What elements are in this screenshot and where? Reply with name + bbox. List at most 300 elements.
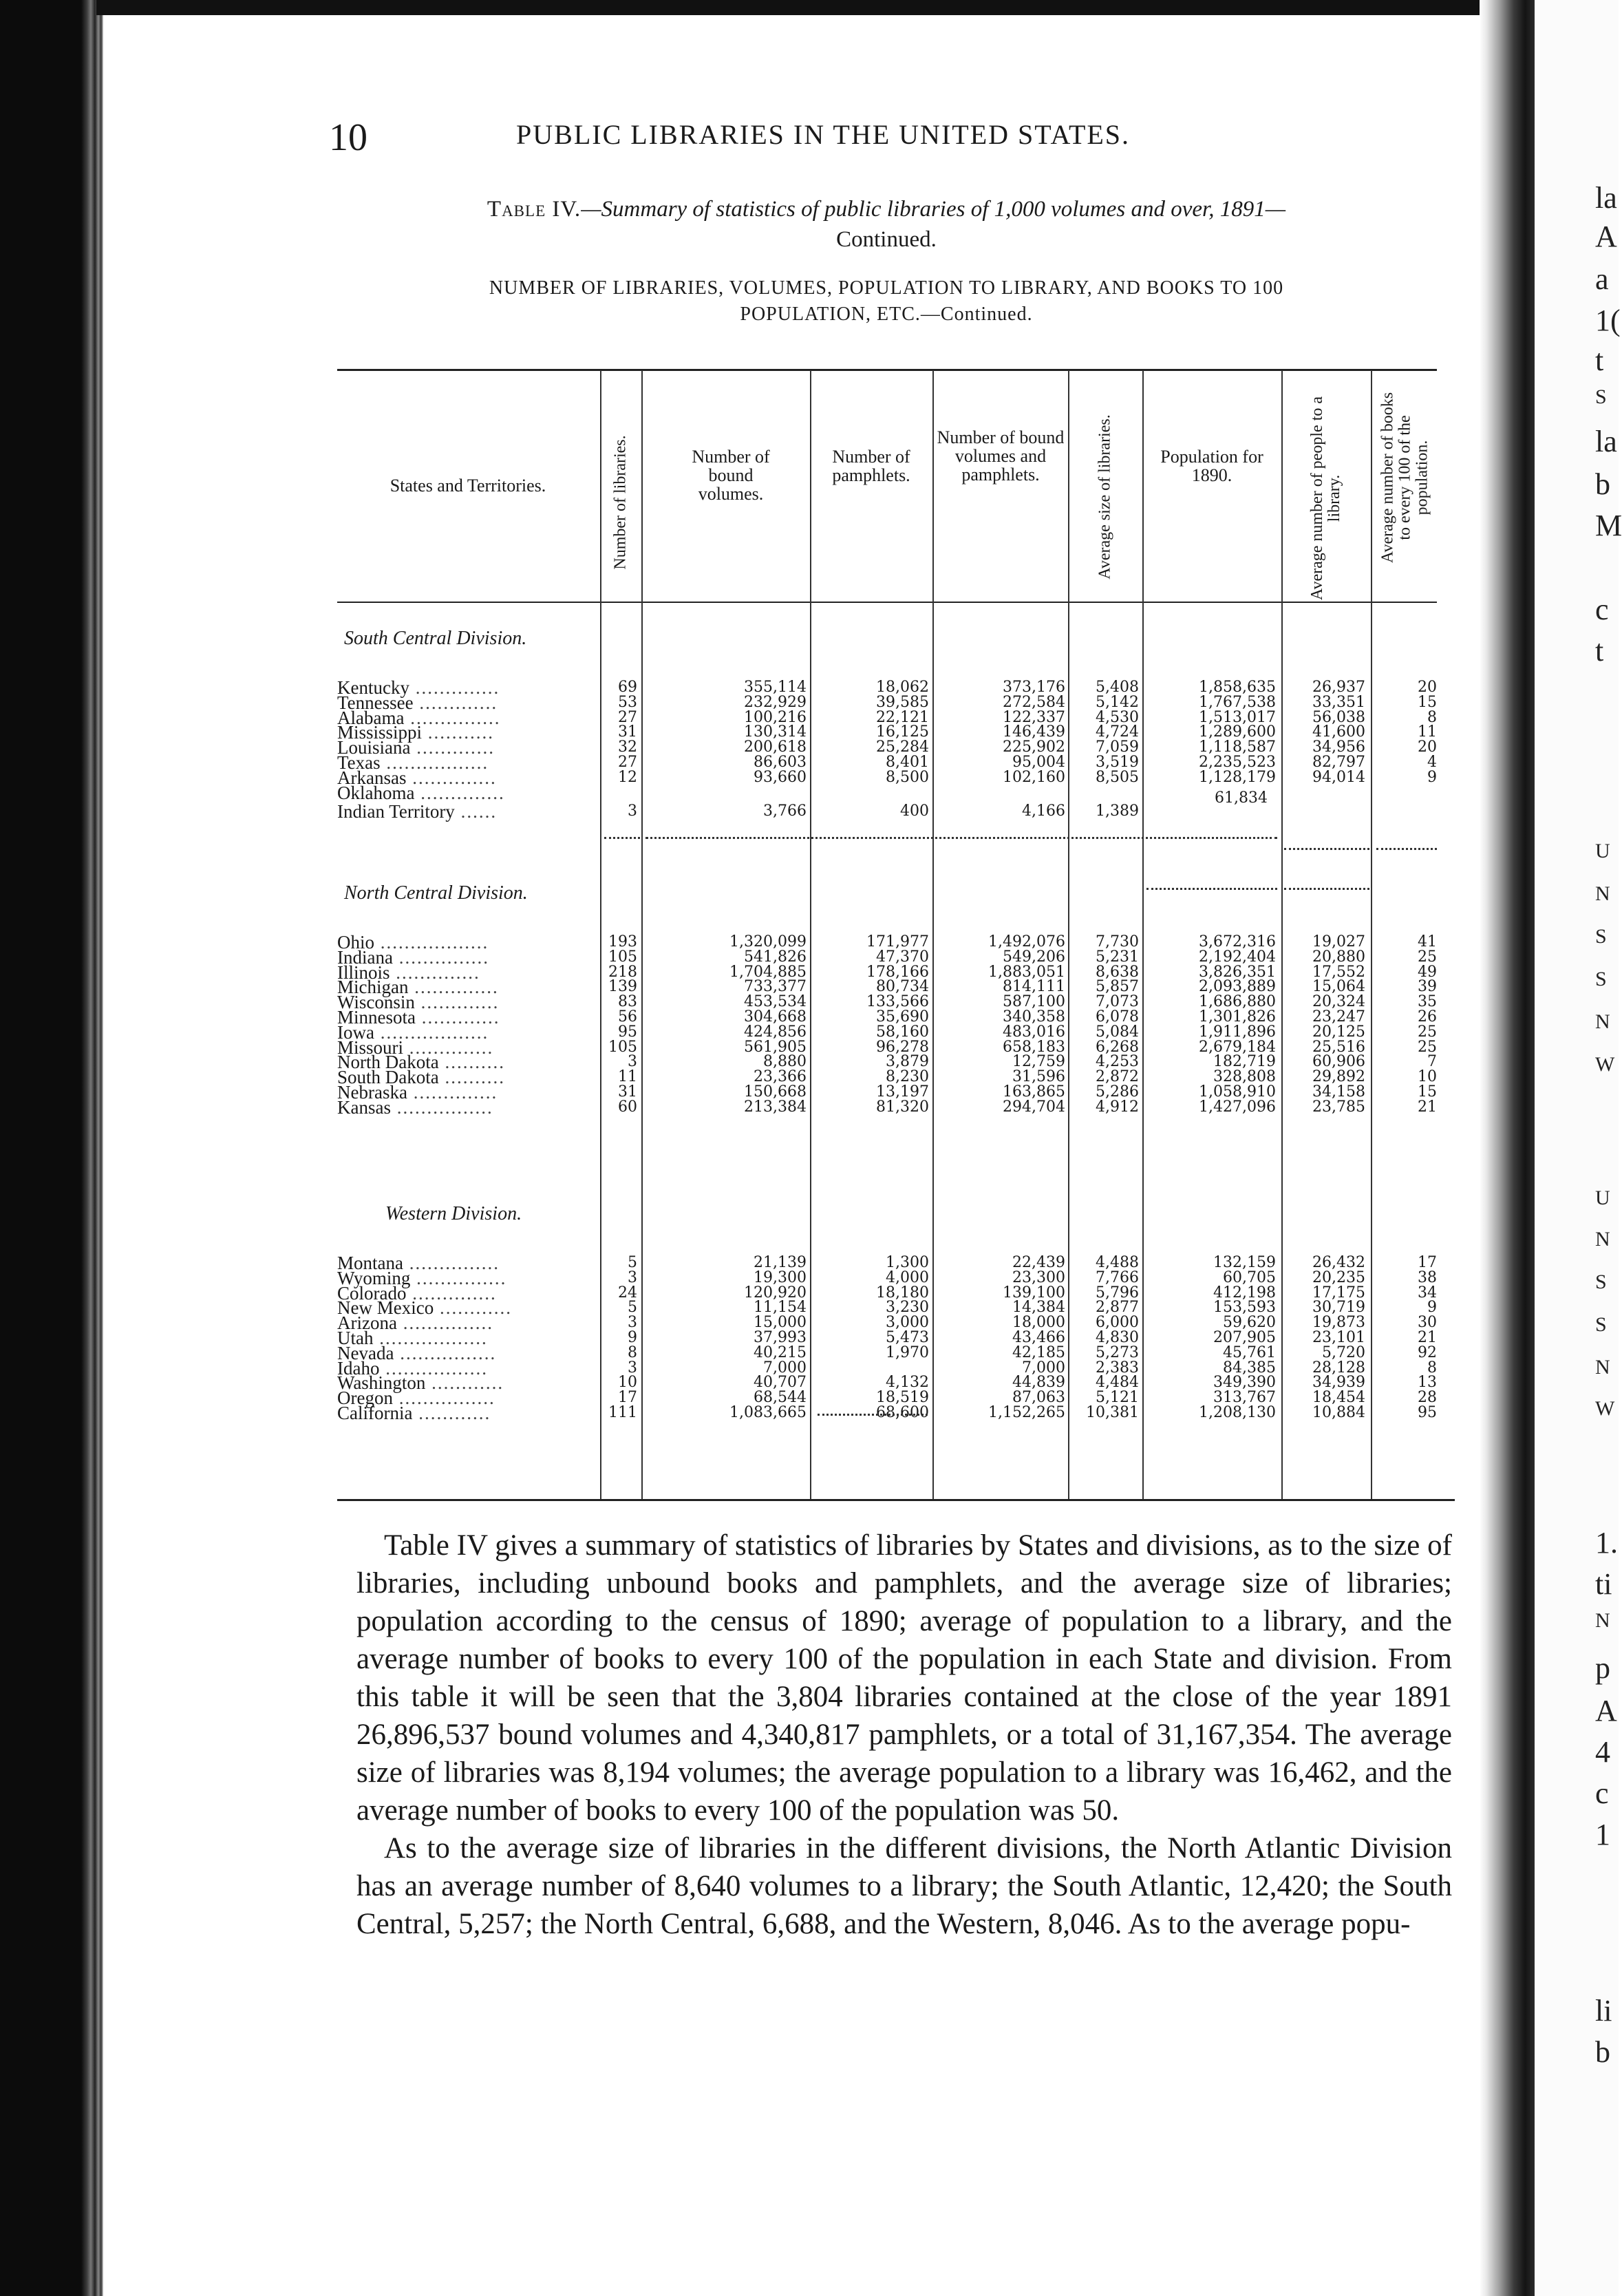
cell-avg-size: 2,383	[1096, 1359, 1139, 1376]
table-header-rule	[337, 602, 1437, 603]
cell-volumes: 120,920	[744, 1284, 807, 1301]
cell-pamphlets: 8,401	[886, 754, 929, 771]
state-name	[337, 783, 505, 803]
dotted-rule	[1284, 848, 1369, 850]
cell-total: 122,337	[1003, 708, 1065, 726]
state-label: Idaho	[337, 1357, 380, 1379]
cell-pamphlets: 16,125	[876, 723, 929, 741]
cell-avg-size: 6,268	[1096, 1038, 1139, 1056]
body-text	[356, 1527, 1452, 1943]
running-head: PUBLIC LIBRARIES IN THE UNITED STATES.	[516, 119, 1131, 150]
cell-books-per-100: 11	[1418, 723, 1437, 741]
cell-pamphlets: 4,132	[886, 1374, 929, 1392]
cell-total: 294,704	[1003, 1098, 1065, 1116]
leader-dots: ..............	[403, 1037, 494, 1058]
facing-page-letter: N	[1595, 1010, 1610, 1033]
state-label: Kentucky	[337, 677, 409, 698]
cell-population: 2,679,184	[1199, 1038, 1276, 1056]
state-label: Arkansas	[337, 767, 407, 788]
cell-pamphlets: 3,000	[886, 1314, 929, 1332]
leader-dots: ..............	[409, 677, 500, 698]
leader-dots: ..................	[374, 932, 489, 953]
header-pamphlets: Number of pamphlets.	[832, 447, 910, 485]
cell-population: 1,911,896	[1199, 1023, 1276, 1041]
cell-pamphlets: 13,197	[876, 1083, 929, 1101]
cell-books-per-100: 9	[1427, 768, 1437, 786]
state-label: Wisconsin	[337, 992, 415, 1013]
cell-pamphlets: 96,278	[876, 1038, 929, 1056]
cell-libraries: 11	[618, 1068, 637, 1086]
state-label: Michigan	[337, 977, 409, 998]
cell-libraries: 83	[618, 993, 637, 1011]
cell-population: 132,159	[1213, 1254, 1276, 1271]
leader-dots: ......	[454, 801, 498, 822]
cell-books-per-100: 30	[1418, 1314, 1437, 1332]
cell-avg-size: 4,488	[1096, 1254, 1139, 1271]
cell-total: 87,063	[1012, 1389, 1065, 1407]
cell-total: 373,176	[1003, 679, 1065, 696]
cell-total: 31,596	[1012, 1068, 1065, 1086]
cell-pamphlets: 400	[900, 802, 929, 820]
cell-pamphlets: 58,160	[876, 1023, 929, 1041]
cell-avg-size: 1,389	[1096, 802, 1139, 820]
cell-population: 328,808	[1213, 1068, 1276, 1086]
cell-people-per-library: 28,128	[1312, 1359, 1365, 1376]
leader-dots: ................	[392, 1388, 495, 1409]
cell-pamphlets: 18,180	[876, 1284, 929, 1301]
division-heading: North Central Division.	[344, 882, 528, 904]
leader-dots: ..............	[408, 977, 499, 998]
cell-books-per-100: 21	[1418, 1098, 1437, 1116]
leader-dots: ................	[390, 1096, 493, 1118]
facing-page-letter: p	[1595, 1651, 1610, 1685]
cell-pamphlets: 1,300	[886, 1254, 929, 1271]
cell-pamphlets: 1,970	[886, 1343, 929, 1361]
cell-avg-size: 10,381	[1086, 1404, 1139, 1421]
cell-people-per-library: 10,884	[1312, 1404, 1365, 1421]
cell-pamphlets: 25,284	[876, 738, 929, 756]
col-rule	[600, 370, 601, 1499]
facing-page-letter: 1.	[1595, 1526, 1618, 1560]
cell-population: 1,427,096	[1199, 1098, 1276, 1116]
cell-population: 3,826,351	[1199, 963, 1276, 981]
facing-page-letter: 1	[1595, 1818, 1610, 1851]
cell-libraries: 139	[608, 978, 637, 996]
cell-total: 146,439	[1003, 723, 1065, 741]
page-number: 10	[329, 116, 367, 159]
cell-volumes: 8,880	[763, 1053, 807, 1071]
table-continued: Continued.	[836, 227, 937, 252]
state-label: South Dakota	[337, 1067, 439, 1088]
cell-population: 45,761	[1223, 1343, 1276, 1361]
cell-libraries: 31	[618, 1083, 637, 1101]
cell-pamphlets: 35,690	[876, 1008, 929, 1025]
cell-books-per-100: 15	[1418, 1083, 1437, 1101]
facing-page-letter: S	[1595, 1271, 1607, 1293]
table-label: Table IV.	[487, 197, 581, 222]
cell-population: 182,719	[1213, 1053, 1276, 1071]
cell-avg-size: 6,000	[1096, 1314, 1139, 1332]
cell-avg-size: 2,872	[1096, 1068, 1139, 1086]
state-label: North Dakota	[337, 1052, 439, 1073]
cell-pamphlets: 18,519	[876, 1389, 929, 1407]
leader-dots: ...............	[403, 1253, 500, 1273]
dotted-rule	[1284, 888, 1369, 890]
cell-books-per-100: 41	[1418, 933, 1437, 950]
cell-total: 549,206	[1003, 948, 1065, 966]
cell-population: 2,192,404	[1199, 948, 1276, 966]
cell-volumes: 23,366	[754, 1068, 807, 1086]
cell-volumes: 11,154	[754, 1299, 807, 1317]
state-label: Ohio	[337, 932, 374, 953]
col-rule	[1142, 370, 1144, 1499]
cell-books-per-100: 92	[1418, 1343, 1437, 1361]
cell-avg-size: 5,273	[1096, 1343, 1139, 1361]
cell-population: 61,834	[1215, 789, 1268, 807]
cell-libraries: 12	[618, 768, 637, 786]
cell-total: 43,466	[1012, 1329, 1065, 1346]
cell-pamphlets: 5,473	[886, 1329, 929, 1346]
cell-people-per-library: 26,937	[1312, 679, 1365, 696]
state-label: Alabama	[337, 707, 405, 728]
cell-total: 4,166	[1022, 802, 1065, 820]
col-rule	[932, 370, 934, 1499]
state-name	[337, 1097, 493, 1118]
facing-page-letter: U	[1595, 840, 1610, 862]
cell-volumes: 130,314	[744, 723, 807, 741]
cell-volumes: 7,000	[763, 1359, 807, 1376]
cell-population: 1,128,179	[1199, 768, 1276, 786]
cell-volumes: 561,905	[744, 1038, 807, 1056]
state-label: Mississippi	[337, 722, 423, 743]
leader-dots: .............	[416, 1007, 500, 1028]
facing-page-letter: t	[1595, 634, 1604, 668]
cell-libraries: 95	[618, 1023, 637, 1041]
cell-people-per-library: 34,956	[1312, 738, 1365, 756]
cell-total: 44,839	[1012, 1374, 1065, 1392]
cell-population: 1,301,826	[1199, 1008, 1276, 1025]
cell-people-per-library: 60,906	[1312, 1053, 1365, 1071]
cell-total: 18,000	[1012, 1314, 1065, 1332]
header-population: Population for 1890.	[1160, 447, 1263, 485]
facing-page-letter: la	[1595, 181, 1617, 215]
cell-population: 59,620	[1223, 1314, 1276, 1332]
cell-people-per-library: 30,719	[1312, 1299, 1365, 1317]
cell-total: 225,902	[1003, 738, 1065, 756]
cell-avg-size: 5,121	[1096, 1389, 1139, 1407]
cell-volumes: 200,618	[744, 738, 807, 756]
facing-page-letter: t	[1595, 343, 1604, 377]
cell-people-per-library: 23,101	[1312, 1329, 1365, 1346]
cell-volumes: 213,384	[744, 1098, 807, 1116]
cell-people-per-library: 41,600	[1312, 723, 1365, 741]
cell-avg-size: 7,766	[1096, 1268, 1139, 1286]
cell-people-per-library: 34,939	[1312, 1374, 1365, 1392]
leader-dots: ..........	[438, 1052, 505, 1073]
cell-pamphlets: 8,500	[886, 768, 929, 786]
cell-libraries: 3	[628, 802, 637, 820]
facing-page-letter: c	[1595, 593, 1609, 626]
cell-libraries: 56	[618, 1008, 637, 1025]
col-rule	[1371, 370, 1372, 1499]
state-label: Wyoming	[337, 1267, 411, 1288]
cell-avg-size: 4,253	[1096, 1053, 1139, 1071]
cell-books-per-100: 9	[1427, 1299, 1437, 1317]
header-volumes: Number of bound volumes.	[692, 447, 770, 504]
cell-books-per-100: 39	[1418, 978, 1437, 996]
cell-books-per-100: 25	[1418, 1038, 1437, 1056]
facing-page-letter: U	[1595, 1187, 1610, 1209]
col-rule	[641, 370, 643, 1499]
cell-pamphlets: 133,566	[866, 993, 929, 1011]
cell-people-per-library: 56,038	[1312, 708, 1365, 726]
cell-pamphlets: 4,000	[886, 1268, 929, 1286]
cell-avg-size: 7,073	[1096, 993, 1139, 1011]
cell-volumes: 1,320,099	[729, 933, 807, 950]
cell-books-per-100: 13	[1418, 1374, 1437, 1392]
cell-books-per-100: 8	[1427, 1359, 1437, 1376]
division-heading: Western Division.	[385, 1203, 522, 1224]
cell-total: 102,160	[1003, 768, 1065, 786]
cell-population: 60,705	[1223, 1268, 1276, 1286]
cell-population: 153,593	[1213, 1299, 1276, 1317]
cell-libraries: 27	[618, 754, 637, 771]
state-label: New Mexico	[337, 1297, 434, 1319]
cell-population: 313,767	[1213, 1389, 1276, 1407]
cell-total: 7,000	[1022, 1359, 1065, 1376]
header-avg-size: Average size of libraries.	[1096, 414, 1114, 580]
facing-page-letter: S	[1595, 968, 1607, 990]
cell-libraries: 5	[628, 1254, 637, 1271]
state-label: Montana	[337, 1253, 403, 1273]
cell-books-per-100: 34	[1418, 1284, 1437, 1301]
cell-avg-size: 5,857	[1096, 978, 1139, 996]
cell-avg-size: 5,796	[1096, 1284, 1139, 1301]
cell-avg-size: 2,877	[1096, 1299, 1139, 1317]
leader-dots: ...............	[392, 946, 489, 968]
leader-dots: .............	[413, 692, 498, 713]
facing-page-letter: N	[1595, 1356, 1610, 1379]
state-label: Louisiana	[337, 737, 411, 758]
cell-population: 1,058,910	[1199, 1083, 1276, 1101]
cell-books-per-100: 25	[1418, 1023, 1437, 1041]
cell-books-per-100: 10	[1418, 1068, 1437, 1086]
cell-volumes: 232,929	[744, 693, 807, 711]
cell-pamphlets: 80,734	[876, 978, 929, 996]
cell-people-per-library: 17,552	[1312, 963, 1365, 981]
leader-dots: ..............	[407, 1082, 498, 1103]
cell-people-per-library: 23,247	[1312, 1008, 1365, 1025]
cell-people-per-library: 20,235	[1312, 1268, 1365, 1286]
cell-people-per-library: 20,324	[1312, 993, 1365, 1011]
cell-pamphlets: 3,879	[886, 1053, 929, 1071]
cell-total: 1,152,265	[988, 1404, 1065, 1421]
cell-total: 23,300	[1012, 1268, 1065, 1286]
facing-page-letter: N	[1595, 1609, 1610, 1632]
cell-pamphlets: 22,121	[876, 708, 929, 726]
cell-pamphlets: 18,062	[876, 679, 929, 696]
cell-books-per-100: 38	[1418, 1268, 1437, 1286]
cell-volumes: 453,534	[744, 993, 807, 1011]
cell-volumes: 93,660	[754, 768, 807, 786]
cell-people-per-library: 94,014	[1312, 768, 1365, 786]
body-paragraph: As to the average size of libraries in the different divisions, the North Atlantic Division has an average number of 8,640 volumes to a library; the South Atlantic, 12,420; the South Central, 5,257; the North Central, 6,688, and the Western, 8,046. As to the average popu-	[356, 1832, 1452, 1940]
cell-books-per-100: 20	[1418, 738, 1437, 756]
cell-books-per-100: 95	[1418, 1404, 1437, 1421]
leader-dots: ............	[425, 1372, 504, 1394]
cell-people-per-library: 82,797	[1312, 754, 1365, 771]
cell-population: 2,235,523	[1199, 754, 1276, 771]
leader-dots: .................	[379, 1357, 488, 1379]
subtitle-line-2: POPULATION, ETC.—Continued.	[740, 304, 1033, 325]
cell-volumes: 15,000	[754, 1314, 807, 1332]
cell-people-per-library: 34,158	[1312, 1083, 1365, 1101]
cell-libraries: 193	[608, 933, 637, 950]
table-top-rule	[337, 369, 1437, 371]
cell-population: 1,767,538	[1199, 693, 1276, 711]
cell-books-per-100: 25	[1418, 948, 1437, 966]
cell-volumes: 1,704,885	[729, 963, 807, 981]
cell-pamphlets: 47,370	[876, 948, 929, 966]
cell-people-per-library: 23,785	[1312, 1098, 1365, 1116]
leader-dots: .............	[410, 737, 495, 758]
cell-books-per-100: 4	[1427, 754, 1437, 771]
dotted-rule	[1376, 848, 1437, 850]
cell-total: 340,358	[1003, 1008, 1065, 1025]
cell-books-per-100: 21	[1418, 1329, 1437, 1346]
cell-avg-size: 7,730	[1096, 933, 1139, 950]
cell-pamphlets: 8,230	[886, 1068, 929, 1086]
cell-libraries: 5	[628, 1299, 637, 1317]
table-caption	[329, 194, 1444, 255]
leader-dots: ..................	[373, 1328, 488, 1348]
leader-dots: ...........	[422, 722, 495, 743]
cell-libraries: 3	[628, 1053, 637, 1071]
cell-total: 163,865	[1003, 1083, 1065, 1101]
cell-total: 42,185	[1012, 1343, 1065, 1361]
cell-people-per-library: 5,720	[1322, 1343, 1365, 1361]
facing-page-letter: a	[1595, 262, 1609, 296]
cell-population: 207,905	[1213, 1329, 1276, 1346]
cell-libraries: 111	[608, 1404, 637, 1421]
facing-page-letter: W	[1595, 1397, 1615, 1420]
cell-avg-size: 6,078	[1096, 1008, 1139, 1025]
facing-page-letter: M	[1595, 509, 1622, 542]
col-rule	[1068, 370, 1069, 1499]
header-libraries: Number of libraries.	[611, 435, 630, 570]
cell-population: 2,093,889	[1199, 978, 1276, 996]
cell-volumes: 150,668	[744, 1083, 807, 1101]
cell-total: 139,100	[1003, 1284, 1065, 1301]
cell-pamphlets: 81,320	[876, 1098, 929, 1116]
cell-total: 483,016	[1003, 1023, 1065, 1041]
leader-dots: ..................	[374, 1021, 489, 1043]
cell-books-per-100: 17	[1418, 1254, 1437, 1271]
cell-libraries: 105	[608, 948, 637, 966]
cell-volumes: 1,083,665	[729, 1404, 807, 1421]
facing-page-letter: A	[1595, 1694, 1617, 1728]
state-name	[337, 1403, 491, 1423]
leader-dots: ...............	[404, 707, 501, 728]
header-states: States and Territories.	[390, 476, 546, 496]
cell-books-per-100: 26	[1418, 1008, 1437, 1025]
cell-pamphlets: 178,166	[866, 963, 929, 981]
cell-total: 658,183	[1003, 1038, 1065, 1056]
division-heading: South Central Division.	[344, 628, 527, 649]
leader-dots: ..........	[438, 1067, 505, 1088]
cell-population: 349,390	[1213, 1374, 1276, 1392]
header-books-per-100: Average number of books to every 100 of the population.	[1378, 392, 1431, 564]
cell-people-per-library: 20,125	[1312, 1023, 1365, 1041]
leader-dots: ..............	[406, 1282, 497, 1304]
state-label: Nevada	[337, 1342, 394, 1363]
cell-total: 814,111	[1003, 978, 1065, 996]
cell-population: 412,198	[1213, 1284, 1276, 1301]
cell-population: 1,118,587	[1199, 738, 1276, 756]
leader-dots: ..............	[390, 961, 480, 983]
cell-total: 587,100	[1003, 993, 1065, 1011]
leader-dots: ...............	[410, 1267, 507, 1288]
table-title: —Summary of statistics of public libraries of 1,000 volumes and over, 1891—	[581, 197, 1286, 222]
leader-dots: ............	[412, 1403, 491, 1423]
state-label: Indian Territory	[337, 801, 455, 822]
cell-libraries: 31	[618, 723, 637, 741]
state-name	[337, 801, 497, 822]
cell-pamphlets: 3,230	[886, 1299, 929, 1317]
cell-libraries: 3	[628, 1268, 637, 1286]
col-rule	[1281, 370, 1283, 1499]
cell-people-per-library: 19,027	[1312, 933, 1365, 950]
state-label: Utah	[337, 1328, 374, 1348]
cell-avg-size: 4,530	[1096, 708, 1139, 726]
facing-page-letter: N	[1595, 1228, 1610, 1251]
cell-volumes: 304,668	[744, 1008, 807, 1025]
facing-page-letter: S	[1595, 385, 1607, 408]
facing-page-letter: W	[1595, 1053, 1615, 1076]
header-total: Number of bound volumes and pamphlets.	[937, 427, 1065, 485]
dotted-rule	[645, 837, 1277, 839]
cell-libraries: 53	[618, 693, 637, 711]
cell-people-per-library: 20,880	[1312, 948, 1365, 966]
cell-libraries: 218	[608, 963, 637, 981]
cell-population: 1,686,880	[1199, 993, 1276, 1011]
cell-libraries: 9	[628, 1329, 637, 1346]
dotted-rule	[1146, 888, 1277, 890]
cell-avg-size: 4,830	[1096, 1329, 1139, 1346]
cell-volumes: 424,856	[744, 1023, 807, 1041]
cell-volumes: 40,707	[754, 1374, 807, 1392]
facing-page-letter: b	[1595, 2035, 1610, 2069]
subtitle-line-1: NUMBER OF LIBRARIES, VOLUMES, POPULATION TO LIBRARY, AND BOOKS TO 100	[489, 277, 1284, 299]
state-label: Kansas	[337, 1096, 391, 1118]
cell-libraries: 32	[618, 738, 637, 756]
cell-volumes: 100,216	[744, 708, 807, 726]
cell-avg-size: 4,724	[1096, 723, 1139, 741]
cell-total: 95,004	[1012, 754, 1065, 771]
leader-dots: .............	[414, 992, 500, 1013]
cell-avg-size: 4,484	[1096, 1374, 1139, 1392]
cell-books-per-100: 49	[1418, 963, 1437, 981]
state-label: Nebraska	[337, 1082, 407, 1103]
cell-avg-size: 3,519	[1096, 754, 1139, 771]
state-label: Indiana	[337, 946, 393, 968]
facing-page-letter: S	[1595, 925, 1607, 948]
cell-people-per-library: 17,175	[1312, 1284, 1365, 1301]
cell-population: 3,672,316	[1199, 933, 1276, 950]
cell-books-per-100: 20	[1418, 679, 1437, 696]
header-people-per-library: Average number of people to a library.	[1308, 396, 1343, 601]
cell-people-per-library: 19,873	[1312, 1314, 1365, 1332]
